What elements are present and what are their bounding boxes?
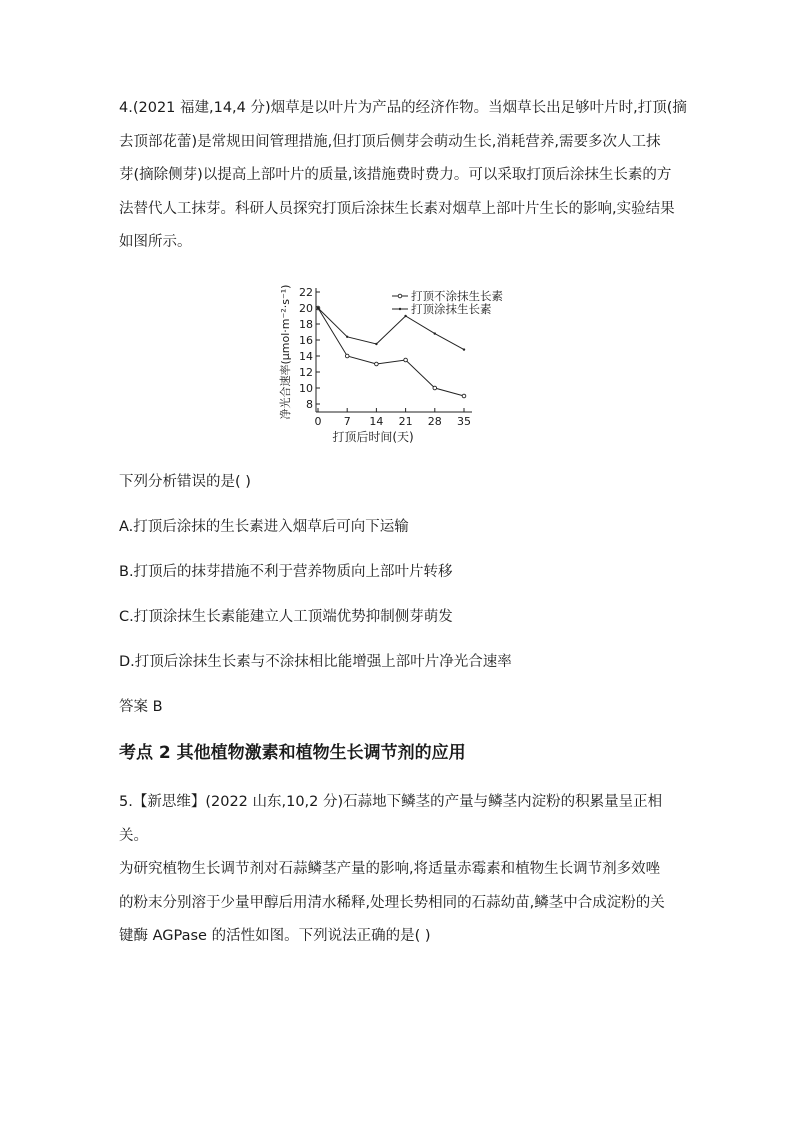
data-point	[346, 336, 348, 338]
data-point	[434, 332, 436, 334]
data-point	[433, 386, 437, 390]
q4-line: 法替代人工抹芽。科研人员探究打顶后涂抹生长素对烟草上部叶片生长的影响,实验结果	[119, 200, 675, 217]
option-c: C.打顶涂抹生长素能建立人工顶端优势抑制侧芽萌发	[119, 609, 453, 625]
data-point	[317, 307, 319, 309]
y-tick-label: 22	[299, 286, 313, 299]
x-tick-label: 0	[314, 415, 322, 428]
legend-label: 打顶不涂抹生长素	[411, 289, 503, 303]
x-tick-label: 7	[343, 415, 351, 428]
q4-line: 去顶部花蕾)是常规田间管理措施,但打顶后侧芽会萌动生长,消耗营养,需要多次人工抹	[119, 133, 661, 150]
legend-marker	[398, 294, 402, 298]
y-tick-label: 12	[299, 366, 313, 379]
x-axis-label: 打顶后时间(天)	[332, 430, 414, 444]
question-5-stem	[119, 786, 689, 954]
answer-line: 答案 B	[119, 699, 163, 715]
data-point	[375, 362, 379, 366]
q4-line: 如图所示。	[119, 234, 192, 250]
q5-line: 键酶 AGPase 的活性如图。下列说法正确的是( )	[119, 928, 431, 944]
x-tick-label: 21	[398, 415, 413, 428]
chart-series	[316, 306, 466, 398]
data-point	[345, 354, 349, 358]
legend-marker	[399, 308, 401, 310]
q5-line: 5.【新思维】(2022 山东,10,2 分)石蒜地下鳞茎的产量与鳞茎内淀粉的积累量呈正相关。	[119, 794, 663, 844]
y-tick-label: 18	[299, 318, 313, 331]
x-tick-label: 28	[427, 415, 442, 428]
q4-line: 4.(2021 福建,14,4 分)烟草是以叶片为产品的经济作物。当烟草长出足够叶片时,打顶(摘	[119, 100, 687, 116]
y-tick-label: 10	[299, 382, 313, 395]
data-point	[404, 315, 406, 317]
q5-line: 为研究植物生长调节剂对石蒜鳞茎产量的影响,将适量赤霉素和植物生长调节剂多效唑	[119, 861, 661, 877]
y-tick-label: 14	[299, 350, 313, 363]
q4-line: 芽(摘除侧芽)以提高上部叶片的质量,该措施费时费力。可以采取打顶后涂抹生长素的方	[119, 167, 672, 183]
y-tick-label: 16	[299, 334, 313, 347]
y-tick-label: 8	[306, 398, 313, 411]
legend-label: 打顶涂抹生长素	[411, 302, 492, 316]
section-heading: 考点 2 其他植物激素和植物生长调节剂的应用	[119, 743, 466, 763]
question-4-prompt: 下列分析错误的是( )	[119, 474, 251, 490]
question-4-stem	[119, 92, 689, 260]
data-point	[375, 343, 377, 345]
option-b: B.打顶后的抹芽措施不利于营养物质向上部叶片转移	[119, 564, 453, 580]
data-point	[462, 394, 466, 398]
option-a: A.打顶后涂抹的生长素进入烟草后可向下运输	[119, 519, 409, 535]
q5-line: 的粉末分别溶于少量甲醇后用清水稀释,处理长势相同的石蒜幼苗,鳞茎中合成淀粉的关	[119, 894, 665, 911]
y-tick-label: 20	[299, 302, 313, 315]
option-d: D.打顶后涂抹生长素与不涂抹相比能增强上部叶片净光合速率	[119, 654, 512, 670]
photosynthesis-line-chart	[270, 270, 530, 450]
chart-legend	[392, 289, 503, 316]
data-point	[404, 358, 408, 362]
data-point	[463, 348, 465, 350]
series-line-1	[318, 308, 464, 396]
x-tick-label: 14	[369, 415, 384, 428]
y-axis-label: 净光合速率(μmol·m⁻²·s⁻¹)	[279, 284, 292, 420]
x-tick-label: 35	[457, 415, 471, 428]
